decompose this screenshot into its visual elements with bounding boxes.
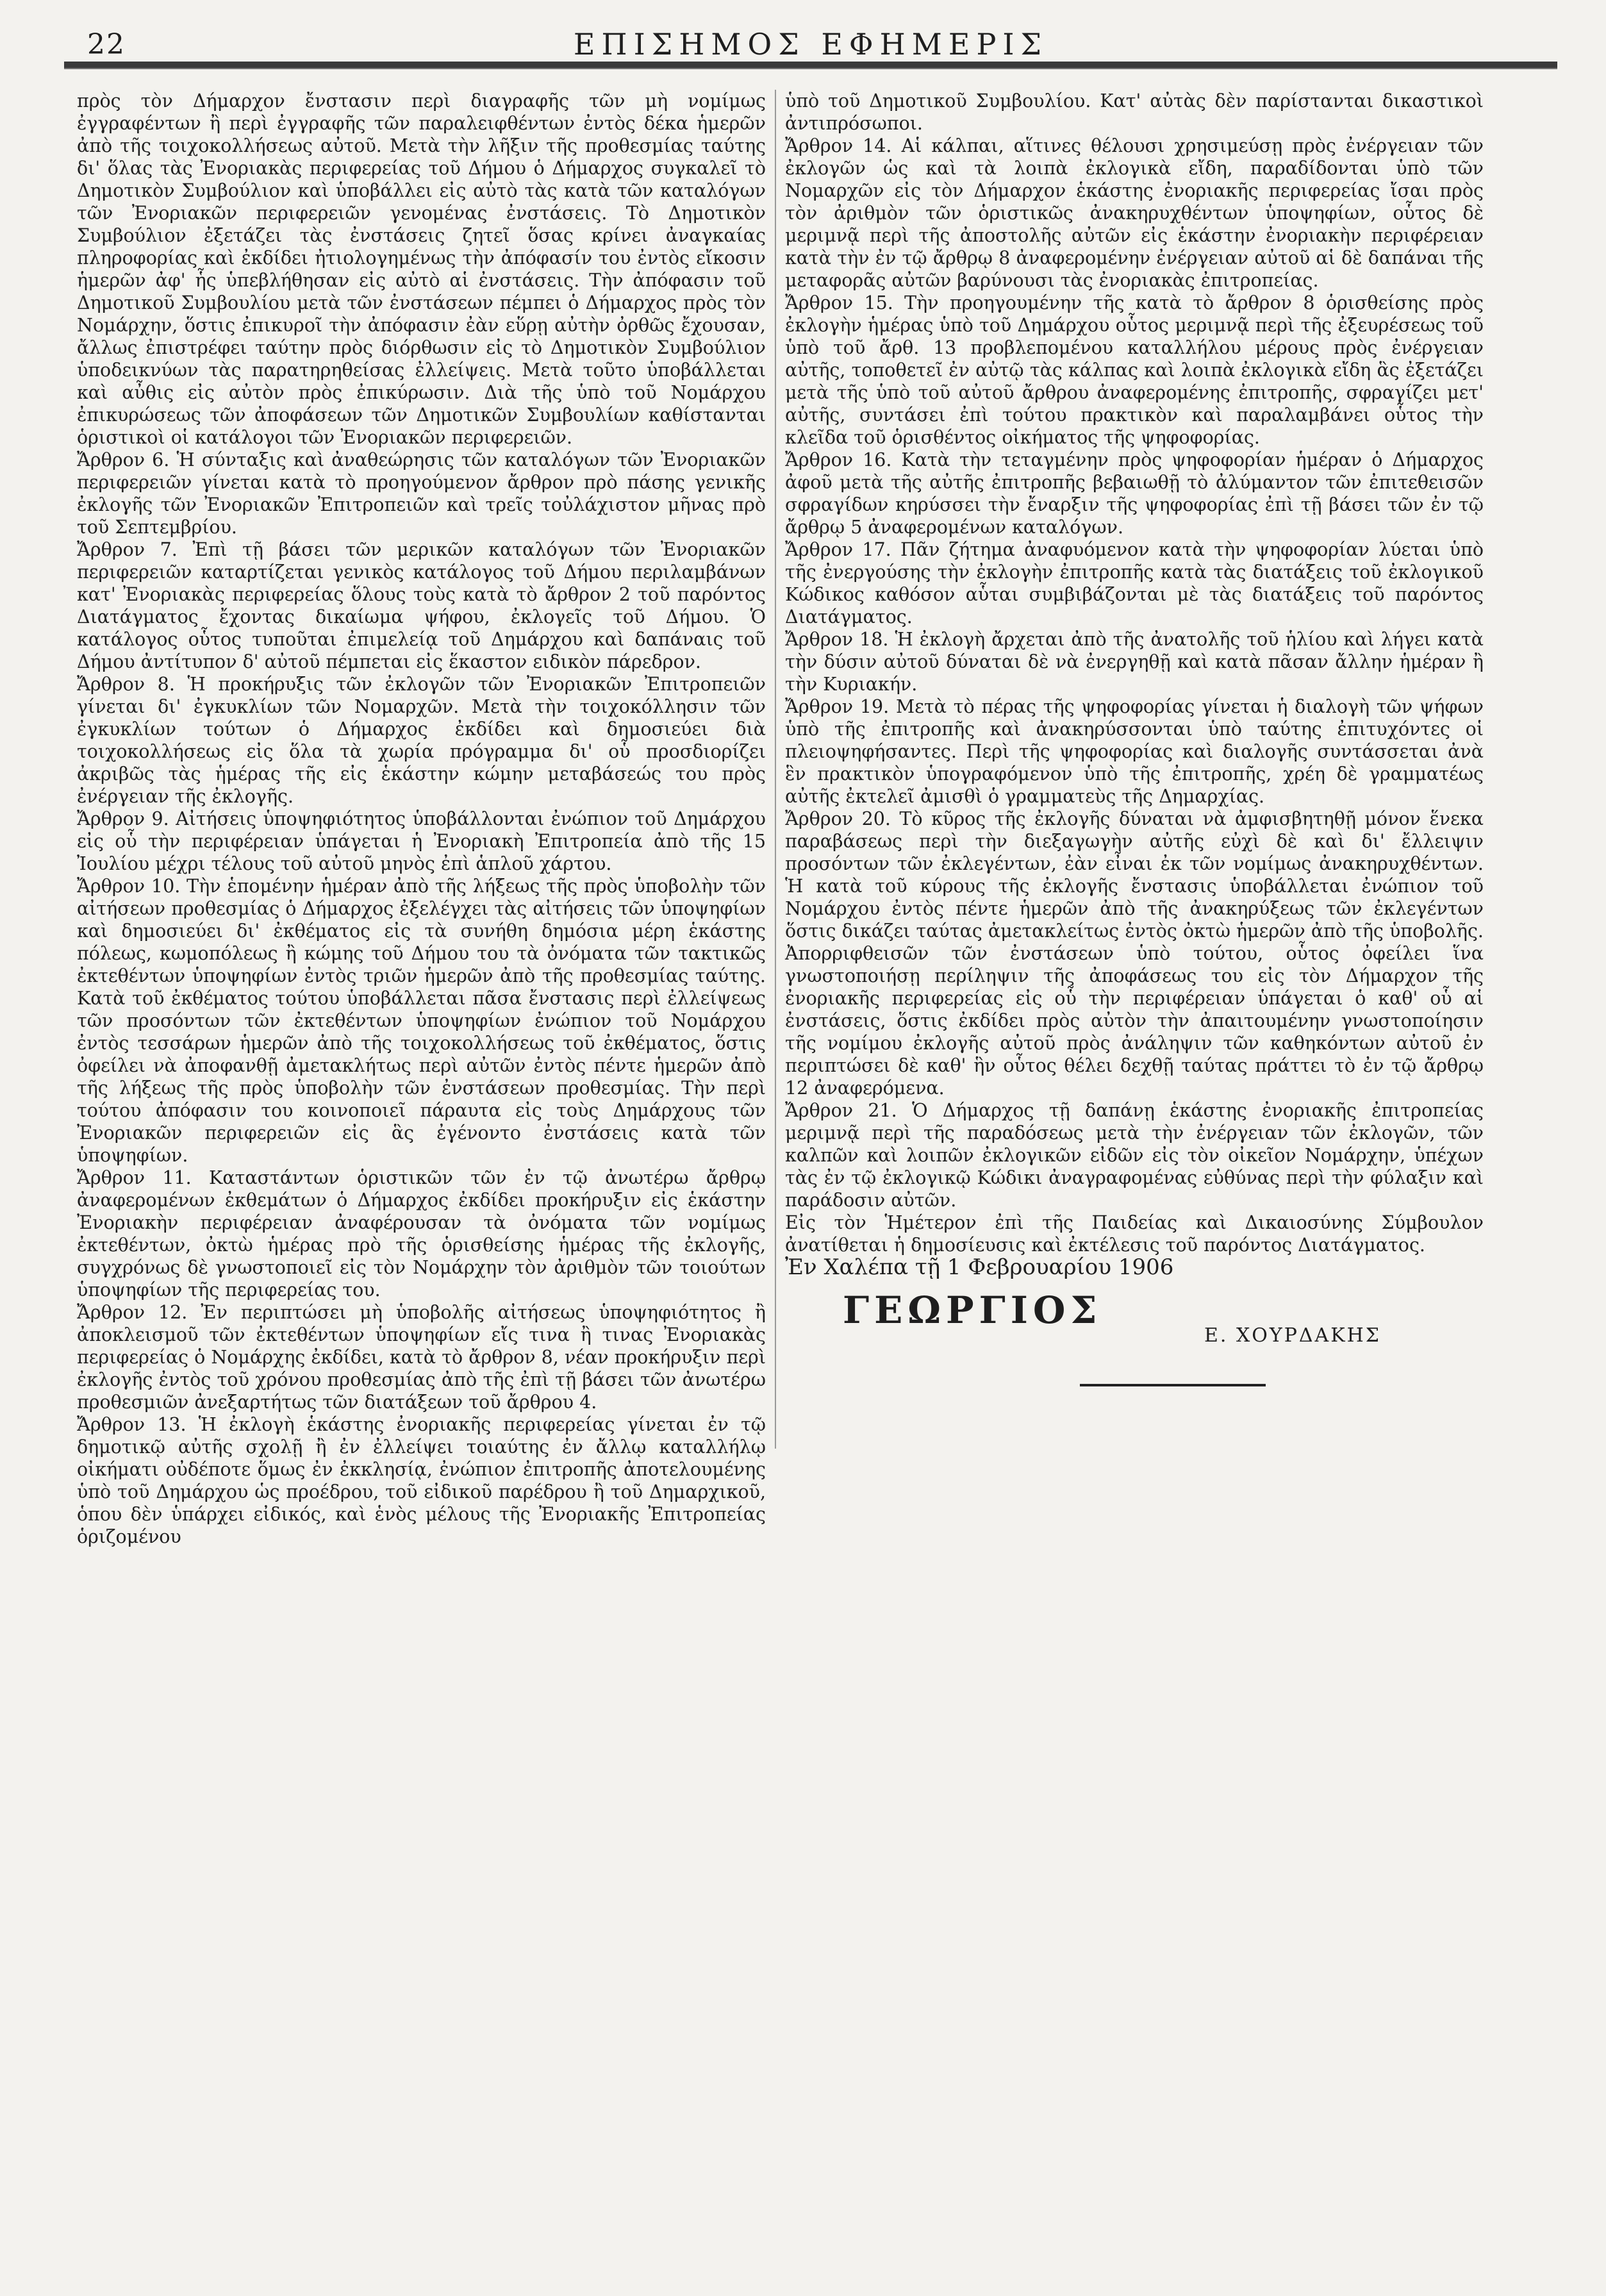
article-13: Ἄρθρον 13. Ἡ ἐκλογὴ ἑκάστης ἐνοριακῆς περιφερείας γίνεται ἐν τῷ δημοτικῷ αὐτῆς σχολῇ ἢ ἐν ἐλλείψει τοιαύτης ἐν ἄλλῳ καταλλήλῳ οἰκήματι οὐδέποτε ὅμως ἐν ἐκκλησίᾳ, ἐνώπιον ἐπιτροπῆς ἀποτελουμένης ὑπὸ τοῦ Δημάρχου ὡς προέδρου, τοῦ εἰδικοῦ παρέδρου ἢ τοῦ Δημαρχικοῦ, ὁπου δὲν ὑπάρχει εἰδικός, καὶ ἑνὸς μέλους τῆς Ἐνοριακῆς Ἐπιτροπείας ὁριζομένου [77, 1414, 766, 1547]
article-11: Ἄρθρον 11. Καταστάντων ὁριστικῶν τῶν ἐν τῷ ἀνωτέρω ἄρθρῳ ἀναφερομένων ἐκθεμάτων ὁ Δήμαρχος ἐκδίδει προκήρυξιν εἰς ἑκάστην Ἐνοριακὴν περιφέρειαν ἀναφέρουσαν τὰ ὀνόματα τῶν νομίμως ἐκτεθέντων, ὀκτὼ ἡμέρας πρὸ τῆς ὁρισθείσης ἡμέρας τῆς ἐκλογῆς, συγχρόνως δὲ γνωστοποιεῖ εἰς τὸν Νομάρχην τὸν ἀριθμὸν τῶν τοιούτων ὑποψηφίων τῆς περιφερείας του. [77, 1167, 766, 1301]
column-divider [775, 90, 776, 1449]
article-17: Ἄρθρον 17. Πᾶν ζήτημα ἀναφυόμενον κατὰ τὴν ψηφοφορίαν λύεται ὑπὸ τῆς ἐνεργούσης τὴν ἐκλογὴν ἐπιτροπῆς κατὰ τὰς διατάξεις τοῦ ἐκλογικοῦ Κώδικος καθόσον αὗται συμβιβάζονται μὲ τὰς διατάξεις τοῦ παρόντος Διατάγματος. [785, 539, 1484, 628]
gazette-title: ΕΠΙΣΗΜΟΣ ΕΦΗΜΕΡΙΣ [573, 27, 1048, 62]
article-8: Ἄρθρον 8. Ἡ προκήρυξις τῶν ἐκλογῶν τῶν Ἐνοριακῶν Ἐπιτροπειῶν γίνεται δι' ἐγκυκλίων τῶν Νομαρχῶν. Μετὰ τὴν τοιχοκόλλησιν τῶν ἐγκυκλίων τούτων ὁ Δήμαρχος ἐκδίδει καὶ δημοσιεύει διὰ τοιχοκολλήσεως εἰς ὅλα τὰ χωρία πρόγραμμα δι' οὗ προσδιορίζει ἀκριβῶς τὰς ἡμέρας τῆς εἰς ἑκάστην κώμην μεταβάσεώς του πρὸς ἐνέργειαν τῆς ἐκλογῆς. [77, 674, 766, 807]
article-20: Ἄρθρον 20. Τὸ κῦρος τῆς ἐκλογῆς δύναται νὰ ἀμφισβητηθῇ μόνον ἕνεκα παραβάσεως περὶ τὴν διεξαγωγὴν αὐτῆς εὐχὶ δὲ καὶ δι' ἔλλειψιν προσόντων τῶν ἐκλεγέντων, ἐὰν εἶναι ἐκ τῶν νομίμως ἀνακηρυχθέντων. Ἡ κατὰ τοῦ κύρους τῆς ἐκλογῆς ἔνστασις ὑποβάλλεται ἐνώπιον τοῦ Νομάρχου ἐντὸς πέντε ἡμερῶν ἀπὸ τῆς ἀνακηρύξεως τῶν ἐκλεγέντων ὅστις δικάζει ταύτας ἀμετακλείτως ἐντὸς ὀκτὼ ἡμερῶν ἀπὸ τῆς ὑποβολῆς. Ἀπορριφθεισῶν τῶν ἐνστάσεων ὑπὸ τούτου, οὗτος ὀφείλει ἵνα γνωστοποιήσῃ περίληψιν τῆς ἀποφάσεως του εἰς τὸν Δήμαρχον τῆς ἐνοριακῆς περιφερείας εἰς οὗ τὴν περιφέρειαν ὑπάγεται ὁ καθ' οὗ αἱ ἐνστάσεις, ὅστις ἐκδίδει πρὸς αὐτὸν τὴν ἀπαιτουμένην γνωστοποίησιν τῆς νομίμου ἐκλογῆς αὐτοῦ πρὸς ἀνάληψιν τῶν καθηκόντων αὐτοῦ ἐν περιπτώσει δὲ καθ' ἣν οὗτος θέλει δεχθῇ ταύτας πράττει τὸ ἐν τῷ ἄρθρῳ 12 ἀναφερόμενα. [785, 808, 1484, 1099]
page-header [64, 24, 1557, 63]
article-12: Ἄρθρον 12. Ἐν περιπτώσει μὴ ὑποβολῆς αἰτήσεως ὑποψηφιότητος ἢ ἀποκλεισμοῦ τῶν ἐκτεθέντων ὑποψηφίων εἴς τινα ἢ τινας Ἐνοριακὰς περιφερείας ὁ Νομάρχης ἐκδίδει, κατὰ τὸ ἄρθρον 8, νέαν προκήρυξιν περὶ ἐκλογῆς ἐντὸς τοῦ χρόνου προθεσμίας ἀπὸ τῆς ἐπὶ τῇ βάσει τῶν ἀνωτέρω προθεσμιῶν ἀνεξαρτήτως τῶν διατάξεων τοῦ ἄρθρου 4. [77, 1302, 766, 1413]
header-rule [64, 62, 1557, 69]
article-19: Ἄρθρον 19. Μετὰ τὸ πέρας τῆς ψηφοφορίας γίνεται ἡ διαλογὴ τῶν ψήφων ὑπὸ τῆς ἐπιτροπῆς καὶ ἀνακηρύσσονται ὑπὸ ταύτης ἐπιτυχόντες οἱ πλειοψηφήσαντες. Περὶ τῆς ψηφοφορίας καὶ διαλογῆς συντάσσεται ἀνὰ ἓν πρακτικὸν ὑπογραφόμενον ὑπὸ τῆς ἐπιτροπῆς, χρέη δὲ γραμματέως αὐτῆς ἐκτελεῖ ἀμισθὶ ὁ γραμματεὺς τῆς Δημαρχίας. [785, 696, 1484, 807]
page-number: 22 [87, 28, 126, 61]
left-column [77, 90, 766, 1548]
article-7: Ἄρθρον 7. Ἐπὶ τῇ βάσει τῶν μερικῶν καταλόγων τῶν Ἐνοριακῶν περιφερειῶν καταρτίζεται γενικὸς κατάλογος τοῦ Δήμου περιλαμβάνων κατ' Ἐνοριακὰς περιφερείας ὅλους τοὺς κατὰ τὸ ἄρθρον 2 τοῦ παρόντος Διατάγματος ἔχοντας δικαίωμα ψήφου, ἐκλογεῖς τοῦ Δήμου. Ὁ κατάλογος οὗτος τυποῦται ἐπιμελείᾳ τοῦ Δημάρχου καὶ δαπάναις τοῦ Δήμου ἀντίτυπον δ' αὐτοῦ πέμπεται εἰς ἕκαστον ειδικὸν πάρεδρον. [77, 539, 766, 672]
closing-rule [1080, 1384, 1266, 1386]
article-6: Ἄρθρον 6. Ἡ σύνταξις καὶ ἀναθεώρησις τῶν καταλόγων τῶν Ἐνοριακῶν περιφερειῶν γίνεται κατὰ τὸ προηγούμενον ἄρθρον πρὸ πάσης γενικῆς ἐκλογῆς τῶν Ἐνοριακῶν Ἐπιτροπειῶν καὶ τρεῖς τοὐλάχιστον μῆνας πρὸ τοῦ Σεπτεμβρίου. [77, 449, 766, 538]
execution-clause: Εἰς τὸν Ἡμέτερον ἐπὶ τῆς Παιδείας καὶ Δικαιοσύνης Σύμβουλον ἀνατίθεται ἡ δημοσίευσις καὶ ἐκτέλεσις τοῦ παρόντος Διατάγματος. [785, 1212, 1484, 1256]
article-18: Ἄρθρον 18. Ἡ ἐκλογὴ ἄρχεται ἀπὸ τῆς ἀνατολῆς τοῦ ἡλίου καὶ λήγει κατὰ τὴν δύσιν αὐτοῦ δύναται δὲ νὰ ἐνεργηθῇ καὶ κατὰ πᾶσαν ἄλλην ἡμέραν ἢ τὴν Κυριακήν. [785, 629, 1484, 695]
article-10: Ἄρθρον 10. Τὴν ἑπομένην ἡμέραν ἀπὸ τῆς λήξεως τῆς πρὸς ὑποβολὴν τῶν αἰτήσεων προθεσμίας ὁ Δήμαρχος ἐξελέγχει τὰς αἰτήσεις τῶν ὑποψηφίων καὶ δημοσιεύει δι' ἐκθέματος εἰς τὰ συνήθη δημόσια μέρη ἑκάστης πόλεως, κωμοπόλεως ἢ κώμης τοῦ Δήμου του τὰ ὀνόματα τῶν τακτικῶς ἐκτεθέντων ὑποψηφίων ἐντὸς τριῶν ἡμερῶν ἀπὸ τῆς προθεσμίας ταύτης. Κατὰ τοῦ ἐκθέματος τούτου ὑποβάλλεται πᾶσα ἔνστασις περὶ ἐλλείψεως τῶν προσόντων τῶν ἐκτεθέντων ὑποψηφίων ἐνώπιον τοῦ Νομάρχου ἐντὸς τεσσάρων ἡμερῶν ἀπὸ τῆς τοιχοκολλήσεως τοῦ ἐκθέματος, ὅστις ὀφείλει νὰ ἀποφανθῇ ἀμετακλήτως περὶ αὐτῶν ἐντὸς πέντε ἡμερῶν ἀπὸ τῆς λήξεως τῆς πρὸς ὑποβολὴν τῶν ἐνστάσεων προθεσμίας. Τὴν περὶ τούτου ἀπόφασιν του κοινοποιεῖ πάραυτα εἰς τοὺς Δημάρχους τῶν Ἐνοριακῶν περιφερειῶν εἰς ἃς ἐγένοντο ἐνστάσεις κατὰ τῶν ὑποψηφίων. [77, 876, 766, 1166]
signature-minister: Ε. ΧΟΥΡΔΑΚΗΣ [1204, 1324, 1381, 1347]
article-21: Ἄρθρον 21. Ὁ Δήμαρχος τῇ δαπάνῃ ἑκάστης ἐνοριακῆς ἐπιτροπείας μεριμνᾷ περὶ τῆς παραδόσεως μετὰ τὴν ἐνέργειαν τῶν ἐκλογῶν, τῶν καλπῶν καὶ λοιπῶν ἐκλογικῶν εἰδῶν εἰς τὸν οἰκεῖον Νομάρχην, ὑπέχων τὰς ἐν τῷ ἐκλογικῷ Κώδικι ἀναγραφομένας εὐθύνας περὶ τὴν φύλαξιν καὶ παράδοσιν αὐτῶν. [785, 1100, 1484, 1211]
right-column [785, 90, 1484, 1386]
article-9: Ἄρθρον 9. Αἰτήσεις ὑποψηφιότητος ὑποβάλλονται ἐνώπιον τοῦ Δημάρχου εἰς οὗ τὴν περιφέρειαν ὑπάγεται ἡ Ἐνοριακὴ Ἐπιτροπεία ἀπὸ τῆς 15 Ἰουλίου μέχρι τέλους τοῦ αὐτοῦ μηνὸς ἐπὶ ἁπλοῦ χάρτου. [77, 808, 766, 874]
paragraph-continuation: πρὸς τὸν Δήμαρχον ἔνστασιν περὶ διαγραφῆς τῶν μὴ νομίμως ἐγγραφέντων ἢ περὶ ἐγγραφῆς τῶν παραλειφθέντων ἐντὸς δέκα ἡμερῶν ἀπὸ τῆς τοιχοκολλήσεως αὐτοῦ. Μετὰ τὴν λῆξιν τῆς προθεσμίας ταύτης δι' ὅλας τὰς Ἐνοριακὰς περιφερείας τοῦ Δήμου ὁ Δήμαρχος συγκαλεῖ τὸ Δημοτικὸν Συμβούλιον καὶ ὑποβάλλει εἰς αὐτὸ τὰς κατὰ τῶν καταλόγων τῶν Ἐνοριακῶν περιφερειῶν γενομένας ἐνστάσεις. Τὸ Δημοτικὸν Συμβούλιον ἐξετάζει τὰς ἐνστάσεις ζητεῖ ὅσας κρίνει ἀναγκαίας πληροφορίας καὶ ἐκδίδει ἠτιολογημένως τὴν ἀπόφασίν του ἐντὸς εἴκοσιν ἡμερῶν ἀφ' ἧς ὑπεβλήθησαν εἰς αὐτὸ αἱ ἐνστάσεις. Τὴν ἀπόφασιν τοῦ Δημοτικοῦ Συμβουλίου μετὰ τῶν ἐνστάσεων πέμπει ὁ Δήμαρχος πρὸς τὸν Νομάρχην, ὅστις ἐπικυροῖ τὴν ἀπόφασιν ἐὰν εὕρῃ αὐτὴν ὀρθῶς ἔχουσαν, ἄλλως ἐπιστρέφει ταύτην πρὸς διόρθωσιν εἰς τὸ Δημοτικὸν Συμβούλιον ὑποδεικνύων τὰς παρατηρηθείσας ἐλλείψεις. Μετὰ τοῦτο ὑποβάλλεται καὶ αὖθις εἰς αὐτὸν πρὸς ἐπικύρωσιν. Διὰ τῆς ὑπὸ τοῦ Νομάρχου ἐπικυρώσεως τῶν ἀποφάσεων τῶν Δημοτικῶν Συμβουλίων καθίστανται ὁριστικοὶ οἱ κατάλογοι τῶν Ἐνοριακῶν περιφερειῶν. [77, 90, 766, 448]
article-15: Ἄρθρον 15. Τὴν προηγουμένην τῆς κατὰ τὸ ἄρθρον 8 ὁρισθείσης πρὸς ἐκλογὴν ἡμέρας ὑπὸ τοῦ Δημάρχου οὗτος μεριμνᾷ περὶ τῆς ἐξευρέσεως τοῦ ὑπὸ τοῦ ἄρθ. 13 προβλεπομένου καταλλήλου μέρους πρὸς ἐνέργειαν αὐτῆς, τοποθετεῖ ἐν αὐτῷ τὰς κάλπας καὶ λοιπὰ ἐκλογικὰ εἴδη ἃς ἐξετάζει μετὰ τῆς ὑπὸ τοῦ αὐτοῦ ἄρθρου ἀναφερομένης ἐπιτροπῆς, σφραγίζει μετ' αὐτῆς, συντάσει ἐπὶ τούτου πρακτικὸν καὶ παραλαμβάνει οὗτος τὴν κλεῖδα τοῦ ὁρισθέντος οἰκήματος τῆς ψηφοφορίας. [785, 292, 1484, 448]
article-14: Ἄρθρον 14. Αἱ κάλπαι, αἵτινες θέλουσι χρησιμεύσῃ πρὸς ἐνέργειαν τῶν ἐκλογῶν ὡς καὶ τὰ λοιπὰ ἐκλογικὰ εἴδη, παραδίδονται ὑπὸ τῶν Νομαρχῶν εἰς τὸν Δήμαρχον ἑκάστης ἐνοριακῆς περιφερείας ἴσαι πρὸς τὸν ἀριθμὸν τῶν ὁριστικῶς ἀνακηρυχθέντων ὑποψηφίων, οὗτος δὲ μεριμνᾷ περὶ τῆς ἀποστολῆς αὐτῶν εἰς ἑκάστην ἐνοριακὴν περιφέρειαν κατὰ τὴν ἐν τῷ ἄρθρῳ 8 ἀναφερομένην ἐνέργειαν αὐτοῦ αἱ δὲ δαπάναι τῆς μεταφορᾶς αὐτῶν βαρύνουσι τὰς ἐνοριακὰς ἐπιτροπείας. [785, 135, 1484, 291]
signature-king: ΓΕΩΡΓΙΟΣ [843, 1288, 1102, 1332]
date-line: Ἐν Χαλέπα τῇ 1 Φεβρουαρίου 1906 [785, 1254, 1174, 1280]
article-16: Ἄρθρον 16. Κατὰ τὴν τεταγμένην πρὸς ψηφοφορίαν ἡμέραν ὁ Δήμαρχος ἀφοῦ μετὰ τῆς αὐτῆς ἐπιτροπῆς βεβαιωθῇ τὸ ἀλύμαντον τῶν ἐπιτεθεισῶν σφραγίδων κηρύσσει τὴν ἔναρξιν τῆς ψηφοφορίας ἐπὶ τῇ βάσει τῶν ἐν τῷ ἄρθρῳ 5 ἀναφερομένων καταλόγων. [785, 449, 1484, 538]
article-13-continuation: ὑπὸ τοῦ Δημοτικοῦ Συμβουλίου. Κατ' αὐτὰς δὲν παρίστανται δικαστικοὶ ἀντιπρόσωποι. [785, 90, 1484, 134]
